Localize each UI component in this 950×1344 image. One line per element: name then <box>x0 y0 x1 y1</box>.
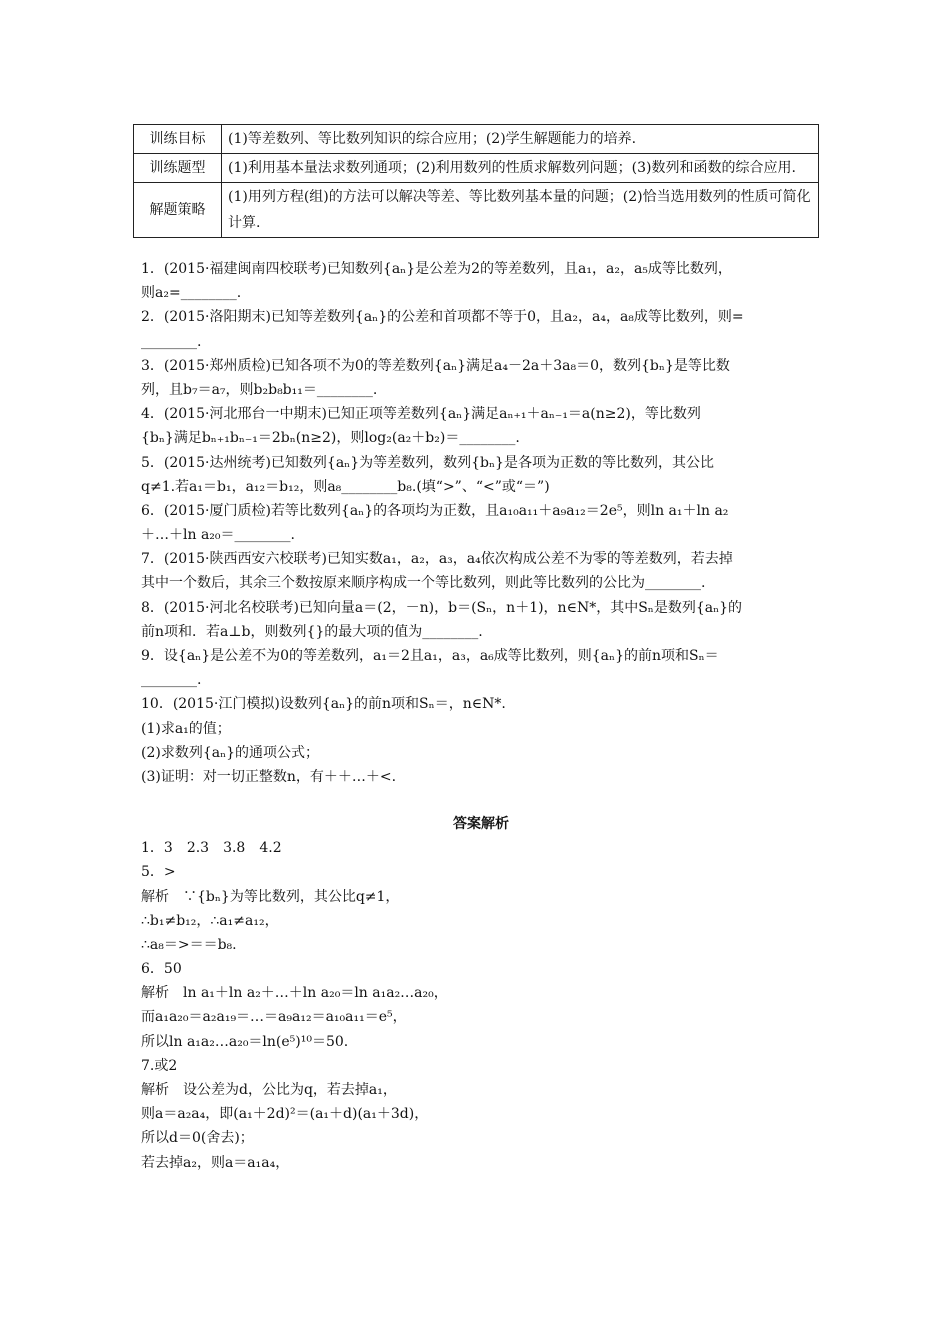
problem-line: 5．(2015·达州统考)已知数列{aₙ}为等差数列，数列{bₙ}是各项为正数的等比数列，其公比 <box>141 454 714 471</box>
table-row-head: 训练题型 <box>134 154 222 183</box>
problem-line: (2)求数列{aₙ}的通项公式； <box>141 744 320 761</box>
problem-line: 2．(2015·洛阳期末)已知等差数列{aₙ}的公差和首项都不等于0，且a₂，a₄，a₈成等比数列，则= <box>141 309 744 326</box>
table-row-text: (1)利用基本量法求数列通项；(2)利用数列的性质求解数列问题；(3)数列和函数的综合应用. <box>222 154 819 183</box>
problem-line: ________. <box>141 333 202 350</box>
table-row-head: 解题策略 <box>134 183 222 238</box>
table-row-head: 训练目标 <box>134 125 222 154</box>
answer-line: 则a＝a₂a₄，即(a₁＋2d)²＝(a₁＋d)(a₁＋3d)， <box>141 1106 429 1123</box>
answer-line: ∴b₁≠b₁₂，∴a₁≠a₁₂， <box>141 912 279 929</box>
answer-line: ∴a₈＝>＝＝b₈. <box>141 936 237 953</box>
answer-line: 7.或2 <box>141 1057 178 1074</box>
problem-line: 其中一个数后，其余三个数按原来顺序构成一个等比数列，则此等比数列的公比为________. <box>141 575 706 592</box>
answer-line: 所以d＝0(舍去)； <box>141 1130 254 1147</box>
answer-list <box>141 836 821 1175</box>
problem-line: 7．(2015·陕西西安六校联考)已知实数a₁，a₂，a₃，a₄依次构成公差不为零的等差数列，若去掉 <box>141 551 733 568</box>
table-row-text: (1)用列方程(组)的方法可以解决等差、等比数列基本量的问题；(2)恰当选用数列的性质可简化计算. <box>222 183 819 238</box>
document-body <box>141 257 821 1175</box>
table-row <box>134 183 819 238</box>
table-row <box>134 125 819 154</box>
problem-line: q≠1.若a₁＝b₁，a₁₂＝b₁₂，则a₈________b₈.(填“>”、“<”或“＝”) <box>141 478 550 495</box>
training-info-table <box>133 124 819 238</box>
problem-line: 4．(2015·河北邢台一中期末)已知正项等差数列{aₙ}满足aₙ₊₁＋aₙ₋₁＝a(n≥2)，等比数列 <box>141 406 701 423</box>
problem-line: ＋…＋ln a₂₀＝________. <box>141 527 295 544</box>
problem-line: 10．(2015·江门模拟)设数列{aₙ}的前n项和Sₙ＝，n∈N*. <box>141 696 506 713</box>
problem-line: 则a₂=________. <box>141 285 242 302</box>
answer-line: 5．> <box>141 864 176 881</box>
table-row-text: (1)等差数列、等比数列知识的综合应用；(2)学生解题能力的培养. <box>222 125 819 154</box>
table-row <box>134 154 819 183</box>
problem-line: 9．设{aₙ}是公差不为0的等差数列，a₁＝2且a₁，a₃，a₆成等比数列，则{aₙ}的前n项和Sₙ＝ <box>141 648 719 664</box>
problem-line: (3)证明：对一切正整数n，有＋＋…＋<. <box>141 768 397 785</box>
problem-line: ________. <box>141 672 202 689</box>
problem-line: 3．(2015·郑州质检)已知各项不为0的等差数列{aₙ}满足a₄－2a＋3a₈＝0，数列{bₙ}是等比数 <box>141 357 730 374</box>
answer-line: 1．3 2.3 3.8 4.2 <box>141 840 282 857</box>
problem-line: 前n项和．若a⊥b，则数列{}的最大项的值为________. <box>141 623 483 640</box>
problem-line: 列，且b₇＝a₇，则b₂b₈b₁₁＝________. <box>141 381 378 398</box>
problem-line: (1)求a₁的值； <box>141 720 231 737</box>
problem-list <box>141 257 821 789</box>
answer-line: 所以ln a₁a₂…a₂₀＝ln(e⁵)¹⁰＝50. <box>141 1033 349 1050</box>
problem-line: 6．(2015·厦门质检)若等比数列{aₙ}的各项均为正数，且a₁₀a₁₁＋a₉a₁₂＝2e⁵，则ln a₁＋ln a₂ <box>141 502 729 519</box>
problem-line: 1．(2015·福建闽南四校联考)已知数列{aₙ}是公差为2的等差数列，且a₁，a₂，a₅成等比数列， <box>141 261 732 277</box>
problem-line: {bₙ}满足bₙ₊₁bₙ₋₁＝2bₙ(n≥2)，则log₂(a₂＋b₂)＝________. <box>141 430 520 447</box>
section-gap <box>141 789 821 812</box>
problem-line: 8．(2015·河北名校联考)已知向量a＝(2，－n)，b＝(Sₙ，n＋1)，n∈N*，其中Sₙ是数列{aₙ}的 <box>141 599 743 616</box>
answer-line: 若去掉a₂，则a＝a₁a₄， <box>141 1154 290 1171</box>
answer-section-title: 答案解析 <box>453 816 509 833</box>
answer-line: 解析 ∵{bₙ}为等比数列，其公比q≠1， <box>141 888 400 905</box>
answer-line: 解析 ln a₁＋ln a₂＋…＋ln a₂₀＝ln a₁a₂…a₂₀， <box>141 985 448 1002</box>
answer-line: 6．50 <box>141 961 182 978</box>
answer-line: 解析 设公差为d，公比为q，若去掉a₁， <box>141 1082 397 1098</box>
answer-line: 而a₁a₂₀＝a₂a₁₉＝…＝a₉a₁₂＝a₁₀a₁₁＝e⁵， <box>141 1009 407 1026</box>
